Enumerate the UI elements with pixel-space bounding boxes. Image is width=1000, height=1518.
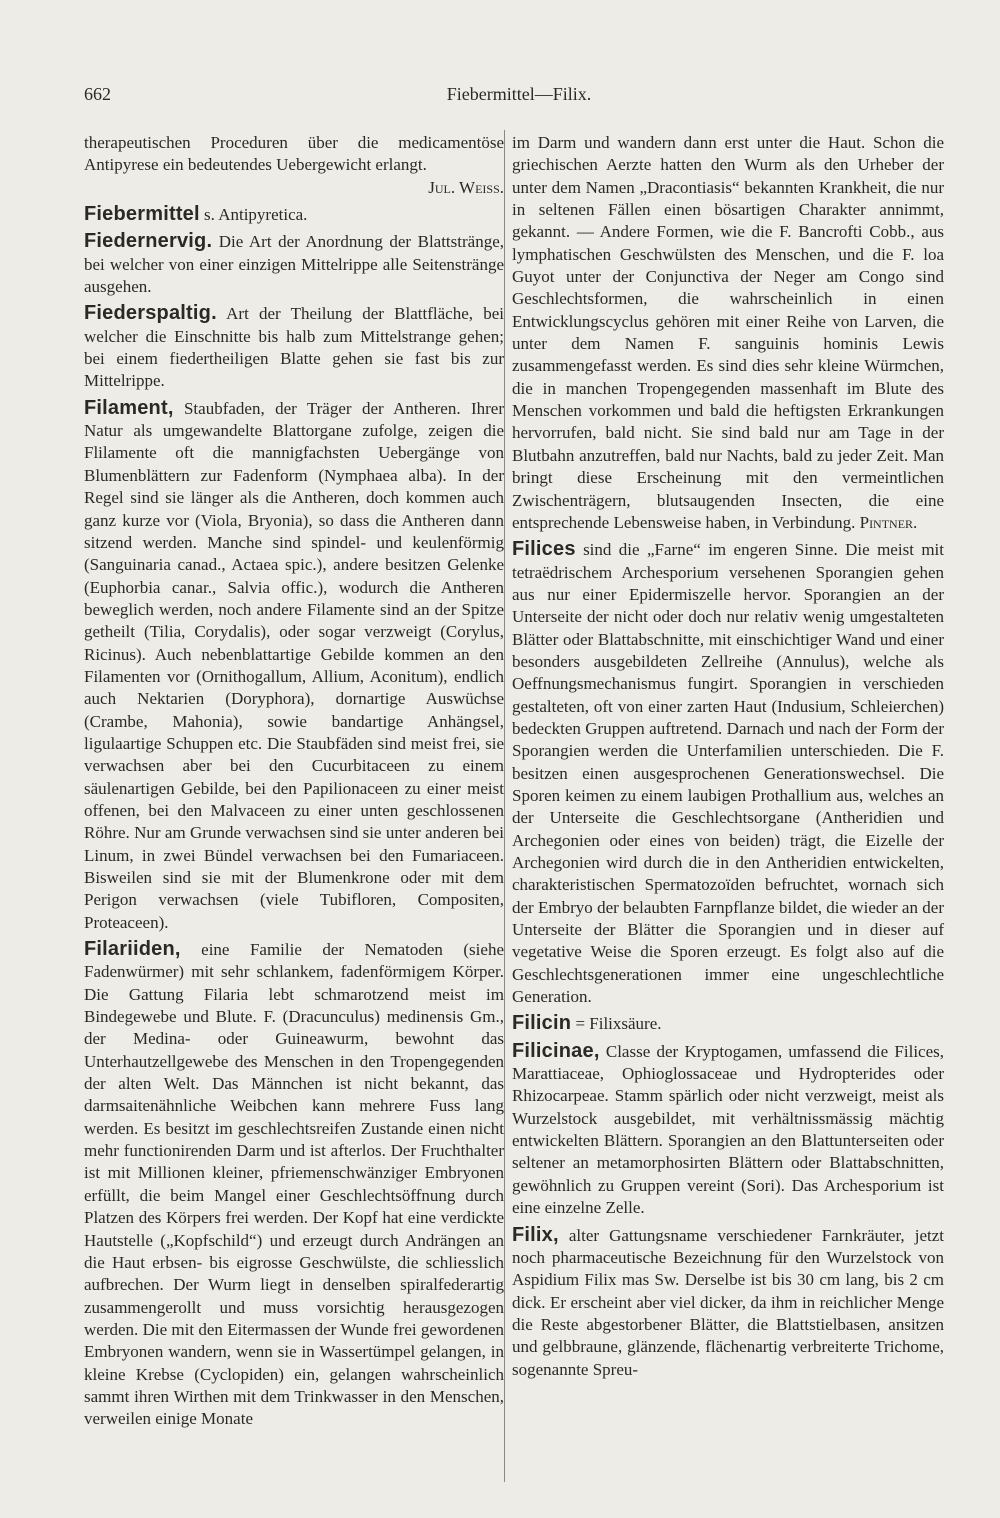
author-signature: Pintner. — [859, 512, 918, 532]
entry-fiederspaltig: Fiederspaltig. Art der Theilung der Blattfläche, bei welcher die Einschnitte bis halb zum Mittelstrange gehen; bei einem fiedertheiligen Blatte gehen sie fast bis zur Mittelrippe. — [84, 302, 504, 391]
entry-filicin: Filicin = Filixsäure. — [512, 1012, 662, 1035]
entry-fiebermittel: Fiebermittel s. Antipyretica. — [84, 203, 308, 226]
entry-continuation: im Darm und wandern dann erst unter die Haut. Schon die griechischen Aerzte hatten den Wurm als den Urheber der unter dem Namen „Dracontiasis“ bekannten Krankheit, die nur in seltenen Fällen einen bösartigen Charakter annimmt, gekannt. — Andere Formen, wie die F. Bancrofti Cobb., aus lymphatischen Geschwülsten des Menschen, und die F. loa Guyot unter der Conjunctiva der Neger am Congo sind Geschlechtsformen, die wahrscheinlich in einen Entwicklungscyclus gehören mit einer Reihe von Larven, die unter dem Namen F. sanguinis hominis Lewis zusammengefasst werden. Es sind dies sehr kleine Würmchen, die in manchen Tropengegenden massenhaft im Blute des Menschen vorkommen und bald die heftigsten Erkrankungen hervorrufen, bald nicht. Sie sind bald nur am Tage in der Blutbahn anzutreffen, bald nur Nachts, bald zu jeder Zeit. Man bringt diese Erscheinung mit den vermeintlichen Zwischenträgern, blutsaugenden Insecten, die eine entsprechende Lebensweise haben, in Verbindung. Pintner. — [512, 133, 944, 532]
author-signature: Jul. Weiss. — [428, 177, 504, 197]
entry-headword: Fiebermittel — [84, 203, 200, 226]
entry-fiedernervig: Fiedernervig. Die Art der Anordnung der Blattstränge, bei welcher von einer einzigen Mittelrippe alle Seitenstränge ausgehen. — [84, 230, 504, 297]
left-column — [84, 132, 504, 1431]
column-divider — [504, 130, 505, 1482]
entry-filariiden: Filariiden, eine Familie der Nematoden (siehe Fadenwürmer) mit sehr schlankem, fadenförmigem Körper. Die Gattung Filaria lebt schmarotzend meist im Bindegewebe und Blute. F. (Dracunculus) medinensis Gm., der Medina- oder Guineawurm, bewohnt das Unterhautzellgewebe des Menschen in den Tropengegenden der alten Welt. Das Männchen ist nicht bekannt, das darmsaitenähnliche Weibchen kann mehrere Fuss lang werden. Es besitzt im geschlechtsreifen Zustande einen nicht mehr functionirenden Darm und ist afterlos. Der Fruchthalter ist mit Millionen kleiner, pfriemenschwänziger Embryonen erfüllt, die beim Mangel einer Geschlechtsöffnung durch Platzen des Körpers frei werden. Der Kopf hat eine verdickte Hautstelle („Kopfschild“) und erzeugt durch Andrängen an die Haut erbsen- bis eigrosse Geschwülste, die schliesslich aufbrechen. Der Wurm liegt in denselben spiralfederartig zusammengerollt und muss vorsichtig herausgezogen werden. Die mit den Eitermassen der Wunde frei gewordenen Embryonen wandern, wenn sie in Wassertümpel gelangen, in kleine Krebse (Cyclopiden) ein, gelangen wahrscheinlich sammt ihren Wirthen mit dem Trinkwasser in den Menschen, verweilen einige Monate — [84, 938, 504, 1429]
entry-headword: Filices — [512, 538, 576, 561]
entry-filices: Filices sind die „Farne“ im engeren Sinne. Die meist mit tetraëdrischem Archesporium versehenen Sporangien gehen aus nur einer Epidermiszelle hervor. Sporangien an der Unterseite der nicht oder doch nur relativ wenig umgestalteten Blätter oder Blattabschnitte, mit einschichtiger Wand und einer besonders ausgebildeten Zellreihe (Annulus), welche als Oeffnungsmechanismus fungirt. Sporangien in verschieden gestalteten, oft von einer zarten Haut (Indusium, Schleierchen) bedeckten Gruppen auftretend. Darnach und nach der Form der Sporangien werden die Unterfamilien unterschieden. Die F. besitzen einen ausgesprochenen Generationswechsel. Die Sporen keimen zu einem laubigen Prothallium aus, welches an der Unterseite die Geschlechtsorgane (Antheridien und Archegonien oder eines von beiden) trägt, die Eizelle der Archegonien wird durch die in den Antheridien entwickelten, charakteristischen Spermatozoïden befruchtet, wornach sich der Embryo der belaubten Farnpflanze bildet, die wieder an der Unterseite der Blätter die Sporangien und in dieser auf vegetative Weise die Sporen erzeugt. Es folgt also auf die Geschlechtsgenerationen immer eine ungeschlechtliche Generation. — [512, 538, 944, 1007]
right-column — [512, 132, 944, 1381]
running-title: Fiebermittel—Filix. — [446, 84, 592, 104]
entry-continuation: therapeutischen Proceduren über die medicamentöse Antipyrese ein bedeutendes Uebergewicht erlangt. — [84, 133, 504, 175]
entry-headword: Filix, — [512, 1223, 559, 1246]
entry-headword: Filariiden, — [84, 938, 181, 961]
page-number: 662 — [84, 84, 111, 104]
entry-headword: Filament, — [84, 396, 174, 419]
entry-headword: Fiederspaltig. — [84, 302, 217, 325]
entry-headword: Fiedernervig. — [84, 230, 213, 253]
page-header — [84, 84, 954, 114]
entry-filicinae: Filicinae, Classe der Kryptogamen, umfassend die Filices, Marattiaceae, Ophioglossaceae und Hydropterides oder Rhizocarpeae. Stamm spärlich oder nicht verzweigt, meist als Wurzelstock ausgebildet, mit verhältnissmässig mächtig entwickelten Blättern. Sporangien an den Blattunterseiten oder seltener an metamorphosirten Blättern oder Blattabschnitten, gewöhnlich zu Gruppen vereint (Sori). Das Archesporium ist eine einzelne Zelle. — [512, 1039, 944, 1218]
entry-filament: Filament, Staubfaden, der Träger der Antheren. Ihrer Natur als umgewandelte Blattorgane zufolge, zeigen die Flilamente oft die mannigfachsten Uebergänge von Blumenblättern zur Fadenform (Nymphaea alba). In der Regel sind sie länger als die Antheren, doch kommen auch ganz kurze vor (Viola, Bryonia), so dass die Antheren dann sitzend werden. Manche sind spindel- und keulenförmig (Sanguinaria canad., Actaea spic.), andere besitzen Gelenke (Euphorbia canar., Salvia offic.), wodurch die Antheren beweglich werden, noch andere Filamente sind an der Spitze getheilt (Tilia, Corydalis), oder sogar verzweigt (Corylus, Ricinus). Auch nebenblattartige Gebilde kommen an den Filamenten vor (Ornithogallum, Allium, Aconitum), endlich auch Nektarien (Doryphora), dornartige Auswüchse (Crambe, Mahonia), sowie bandartige Anhängsel, ligulaartige Schuppen etc. Die Staubfäden sind meist frei, sie verwachsen aber bei den Cucurbitaceen zu einem säulenartigen Gebilde, bei den Papilionaceen zu einer meist offenen, bei den Malvaceen zu einer unten geschlossenen Röhre. Nur am Grunde verwachsen sind sie unter anderen bei Linum, in zwei Bündel verwachsen bei den Fumariaceen. Bisweilen sind sie mit der Blumenkrone oder mit dem Perigon verwachsen (viele Tubifloren, Compositen, Proteaceen). — [84, 396, 504, 932]
entry-headword: Filicin — [512, 1012, 572, 1035]
entry-headword: Filicinae, — [512, 1039, 600, 1062]
entry-filix: Filix, alter Gattungsname verschiedener Farnkräuter, jetzt noch pharmaceutische Bezeichnung für den Wurzelstock von Aspidium Filix mas Sw. Derselbe ist bis 30 cm lang, bis 2 cm dick. Er erscheint aber viel dicker, da ihm in reichlicher Menge die Reste abgestorbener Blätter, die Blattstielbasen, ansitzen und gelbbraune, glänzende, flächenartig verbreiterte Trichome, sogenannte Spreu- — [512, 1223, 944, 1379]
